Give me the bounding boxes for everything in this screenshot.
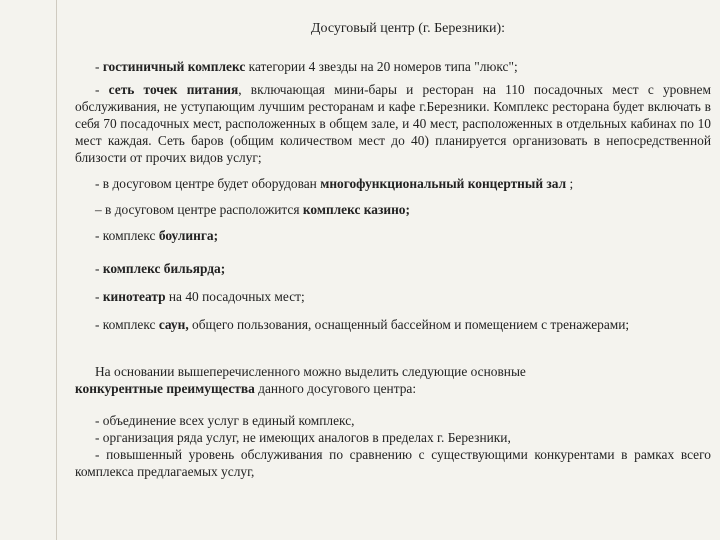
- advantage-item: - организация ряда услуг, не имеющих аналогов в пределах г. Березники,: [95, 430, 511, 445]
- item-cinema: - кинотеатр на 40 посадочных мест;: [95, 289, 305, 304]
- item-sauna: - комплекс саун, общего пользования, оснащенный бассейном и помещением с тренажерами;: [95, 317, 630, 332]
- item-casino: – в досуговом центре расположится комплекс казино;: [95, 202, 410, 217]
- item-hotel: - гостиничный комплекс категории 4 звезды на 20 номеров типа "люкс";: [95, 59, 518, 74]
- advantage-item: - повышенный уровень обслуживания по сравнению с существующими конкурентами в рамках всего комплекса предлагаемых услуг,: [75, 447, 711, 479]
- document-title: Досуговый центр (г. Березники):: [310, 21, 506, 36]
- item-bowling: - комплекс боулинга;: [95, 228, 219, 243]
- page-border: [56, 0, 57, 540]
- item-food: - сеть точек питания, включающая мини-бары и ресторан на 110 посадочных мест с уровнем обслуживания, не уступающим лучшим ресторанам и кафе г.Березники. Комплекс ресторана будет включать в себя 70 посадочных мест, расположенных в общем зале, и 40 мест, расположенных в отдельных кабинах по 10 мест каждая. Сеть баров (общим количеством мест до 40) планируется организовать в непосредственной близости от прочих видов услуг;: [75, 82, 711, 165]
- conclusion-text: На основании вышеперечисленного можно выделить следующие основные конкурентные преимущества данного досугового центра:: [75, 364, 526, 396]
- advantage-item: - объединение всех услуг в единый комплекс,: [95, 413, 355, 428]
- item-billiard: - комплекс бильярда;: [95, 261, 226, 276]
- item-concert: - в досуговом центре будет оборудован многофункциональный концертный зал ;: [95, 176, 574, 191]
- document-body: [75, 20, 711, 480]
